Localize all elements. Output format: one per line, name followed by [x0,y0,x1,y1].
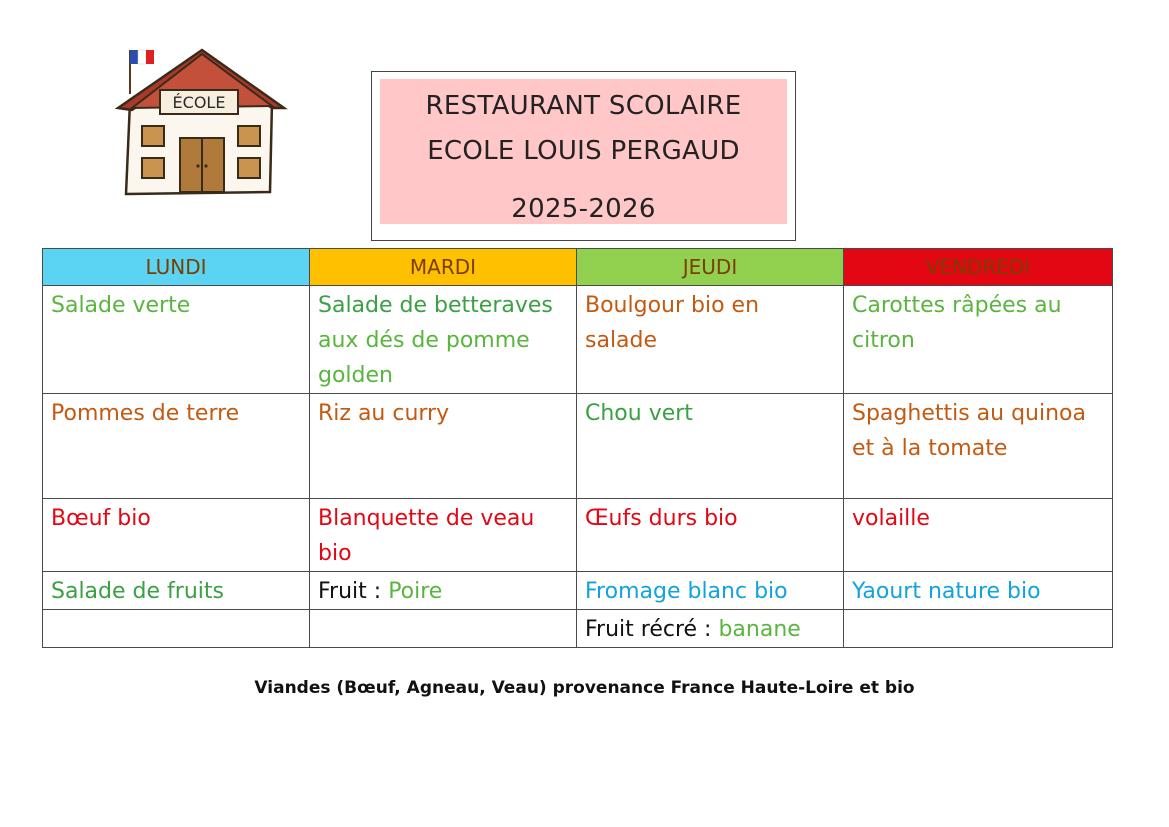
menu-cell-jeudi [577,610,844,648]
menu-cell-mardi [310,610,577,648]
dish-text: Riz au curry [318,401,450,426]
dish-text: Chou vert [585,401,693,426]
dish-text: banane [718,617,801,642]
dish-text: Carottes râpées au citron [852,293,1062,353]
school-house-logo [112,42,292,202]
dish-text: Œufs durs bio [585,506,738,531]
menu-row [43,394,1113,499]
menu-cell-lundi [43,572,310,610]
menu-row [43,610,1113,648]
meat-origin-note: Viandes (Bœuf, Agneau, Veau) provenance France Haute-Loire et bio [254,678,915,698]
menu-cell-vendredi [844,499,1113,572]
menu-cell-jeudi [577,394,844,499]
dish-text: volaille [852,506,930,531]
menu-cell-jeudi [577,499,844,572]
menu-cell-lundi [43,394,310,499]
dish-text: Bœuf bio [51,506,151,531]
header-vendredi: VENDREDI [844,249,1113,286]
menu-cell-vendredi [844,394,1113,499]
menu-cell-mardi [310,499,577,572]
header-lundi: LUNDI [43,249,310,286]
school-house-icon [112,42,292,202]
menu-cell-jeudi [577,572,844,610]
menu-cell-mardi [310,286,577,394]
menu-cell-vendredi [844,286,1113,394]
day-header-row [43,249,1113,286]
menu-row [43,499,1113,572]
dish-text: aux dés de pomme golden [318,328,530,388]
dish-text: Fromage blanc bio [585,579,788,604]
menu-cell-jeudi [577,286,844,394]
dish-text: Fruit : [318,579,389,604]
header-jeudi: JEUDI [577,249,844,286]
menu-cell-lundi [43,286,310,394]
dish-text: Fruit récré : [585,617,719,642]
dish-text: Boulgour bio en salade [585,293,760,353]
menu-cell-vendredi [844,572,1113,610]
school-year: 2025-2026 [511,194,656,224]
dish-text: Poire [388,579,443,604]
svg-text:ÉCOLE: ÉCOLE [172,93,226,112]
title-line-1: RESTAURANT SCOLAIRE [425,91,742,121]
dish-text: Pommes de terre [51,401,240,426]
title-line-2: ECOLE LOUIS PERGAUD [427,136,740,166]
dish-text: Blanquette de veau bio [318,506,535,566]
weekly-menu-table [42,248,1113,648]
menu-row [43,286,1113,394]
title-box [371,71,796,241]
menu-body [43,286,1113,648]
menu-cell-lundi [43,499,310,572]
menu-cell-mardi [310,572,577,610]
header-mardi: MARDI [310,249,577,286]
menu-cell-mardi [310,394,577,499]
menu-row [43,572,1113,610]
title-background [380,79,787,224]
dish-text: Salade verte [51,293,191,318]
menu-cell-lundi [43,610,310,648]
dish-text: Salade de betteraves [318,293,553,318]
dish-text: Yaourt nature bio [852,579,1041,604]
dish-text: Salade de fruits [51,579,224,604]
dish-text: Spaghettis au quinoa et à la tomate [852,401,1086,461]
menu-cell-vendredi [844,610,1113,648]
